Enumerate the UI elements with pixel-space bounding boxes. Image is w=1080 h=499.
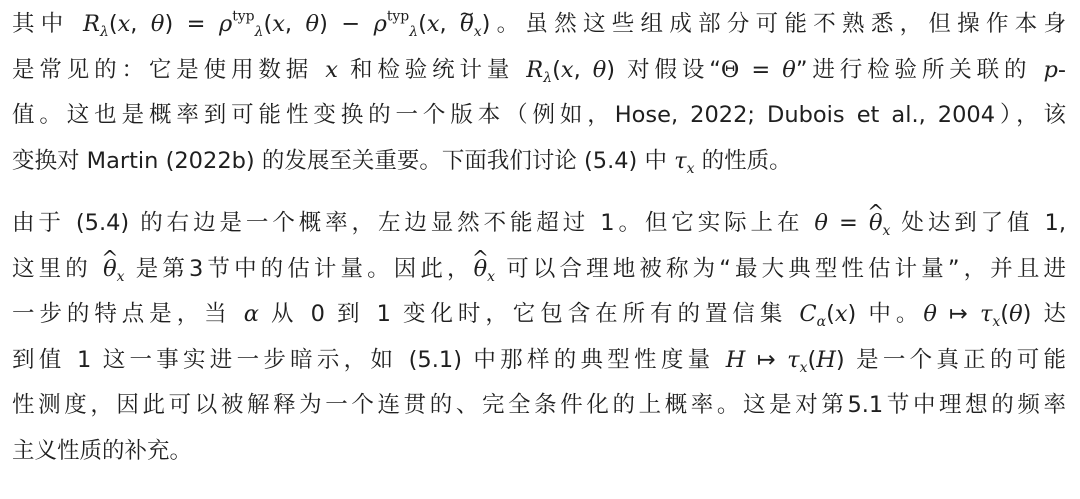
text-line: 一步的特点是，当 α 从 0 到 1 变化时，它包含在所有的置信集 $C_\alpha(x)$ 中。θ ↦ $\tau_x(\theta)$ 达 [12,301,1066,330]
text-line: 是常见的：它是使用数据 x 和检验统计量 $R_\lambda(x$, θ) 对假设“Θ = θ”进行检验所关联的 p- [12,56,1066,86]
text-line: 变换对 Martin (2022b) 的发展至关重要。下面我们讨论 (5.4) 中 $\tau_x$ 的性质。 [12,147,792,177]
text-line: 主义性质的补充。 [12,437,193,464]
paragraph-1 [12,2,1066,184]
text-line: 性测度，因此可以被解释为一个连贯的、完全条件化的上概率。这是对第5.1节中理想的频率 [12,392,1066,418]
text-line: 值。这也是概率到可能性变换的一个版本（例如，Hose, 2022; Dubois et al., 2004），该 [12,102,1066,128]
text-line: 到值 1 这一事实进一步暗示，如 (5.1) 中那样的典型性度量 H ↦ $\tau_x(H)$ 是一个真正的可能 [12,346,1066,376]
text-line: 由于 (5.4) 的右边是一个概率，左边显然不能超过 1。但它实际上在 θ = ^ $\theta_x$ 处达到了值 1, [12,201,1066,247]
paragraph-gap [12,184,1066,201]
text-line: 其中 $R_\lambda(x$, $\theta) = \rho^{typ}_\lambda(x$, $\theta) - \rho^{typ}_\lambda(x$, ~ $\theta_x$)。虽然这些组成部分可能不熟悉，但操作本身 [12,2,1066,48]
paragraph-2 [12,201,1066,474]
text-line: 这里的 ^ $\theta_x$ 是第3节中的估计量。因此，^ $\theta_x$ 可以合理地被称为“最大典型性估计量”，并且进 [12,247,1066,293]
